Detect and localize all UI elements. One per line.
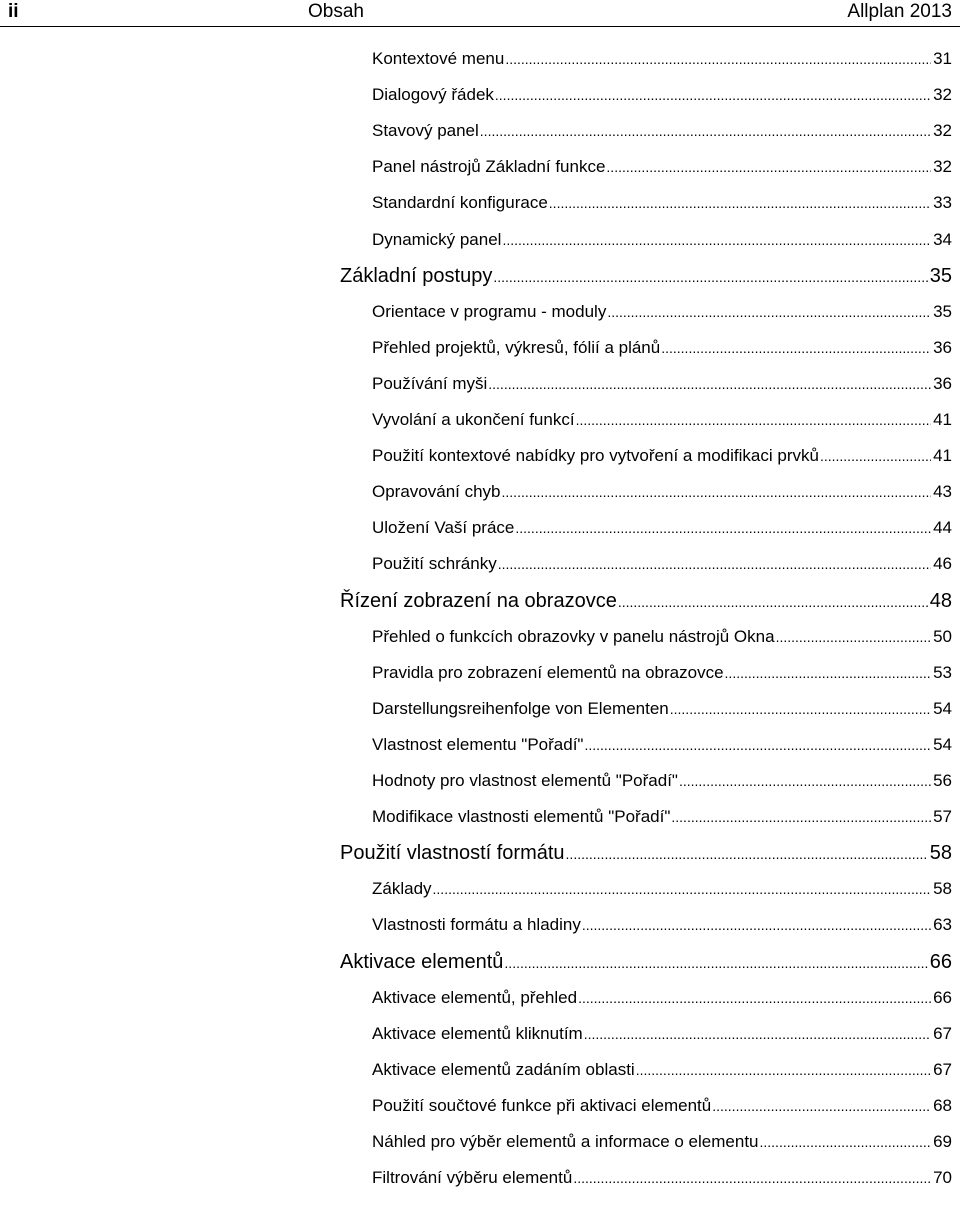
toc-entry-page: 46 [933,554,952,574]
toc-entry-title: Náhled pro výběr elementů a informace o elementu [372,1132,759,1151]
toc-entry[interactable] [372,229,952,251]
toc-entry[interactable] [372,1131,952,1153]
toc-entry-page: 50 [933,626,952,646]
toc-entry-page: 34 [933,229,952,249]
dot-leader [582,914,931,936]
dot-leader [661,337,931,359]
toc-entry-page: 32 [933,85,952,105]
dot-leader [488,373,931,395]
toc-entry[interactable] [372,806,952,828]
dot-leader [760,1131,932,1153]
toc-entry-page: 35 [929,264,952,287]
toc-entry[interactable] [372,662,952,684]
toc-entry-title: Opravování chyb [372,482,501,502]
dot-leader [493,264,927,289]
toc-entry-page: 53 [933,662,952,682]
toc-entry-title: Řízení zobrazení na obrazovce [340,589,617,612]
toc-entry-page: 48 [929,589,952,612]
toc-entry-title: Dynamický panel [372,229,502,249]
toc-entry-title: Uložení Vaší práce [372,518,515,538]
dot-leader [679,770,931,792]
toc-entry-page: 70 [933,1168,952,1188]
toc-entry-page: 68 [933,1095,952,1115]
toc-entry-page: 66 [933,987,952,1007]
toc-entry-title: Použití schránky [372,554,497,574]
toc-entry[interactable] [372,517,952,539]
toc-entry-page: 58 [929,842,952,865]
dot-leader [712,1095,931,1117]
dot-leader [618,589,928,614]
toc-entry-page: 56 [933,771,952,790]
toc-entry-title: Kontextové menu [372,49,505,68]
toc-entry[interactable] [372,770,952,792]
toc-entry-title: Používání myši [372,373,488,393]
toc-entry[interactable] [372,1167,952,1189]
toc-entry-page: 63 [933,915,952,935]
toc-entry-title: Hodnoty pro vlastnost elementů "Pořadí" [372,771,678,790]
toc-entry[interactable] [372,120,952,142]
toc-entry-title: Pravidla pro zobrazení elementů na obrazovce [372,662,724,682]
dot-leader [670,698,931,720]
toc-entry-title: Aktivace elementů [340,950,504,973]
toc-entry[interactable] [372,1095,952,1117]
page-header [0,0,960,27]
toc-entry[interactable] [372,156,952,178]
toc-entry[interactable] [372,48,952,70]
dot-leader [502,481,932,503]
toc-entry-page: 41 [933,410,952,429]
toc-entry-title: Základní postupy [340,264,493,287]
toc-entry-title: Základy [372,879,432,899]
dot-leader [566,841,928,866]
dot-leader [495,84,931,106]
toc-chapter[interactable] [340,264,952,289]
toc-entry-title: Přehled projektů, výkresů, fólií a plánů [372,337,661,357]
toc-entry-page: 43 [933,482,952,502]
toc-entry[interactable] [372,878,952,900]
toc-entry[interactable] [372,409,952,431]
dot-leader [578,987,931,1009]
toc-entry-page: 58 [933,879,952,899]
toc-entry-page: 69 [933,1132,952,1151]
dot-leader [480,120,931,142]
toc-entry-title: Stavový panel [372,121,479,141]
dot-leader [776,626,932,648]
dot-leader [584,1023,931,1045]
toc-entry-page: 66 [929,950,952,973]
toc-entry-title: Aktivace elementů kliknutím [372,1023,583,1043]
toc-entry[interactable] [372,987,952,1009]
toc-entry[interactable] [372,553,952,575]
toc-entry-page: 32 [933,157,952,177]
toc-entry[interactable] [372,337,952,359]
toc-chapter[interactable] [340,841,952,866]
product-name: Allplan 2013 [847,1,952,22]
toc-entry[interactable] [372,301,952,323]
toc-entry[interactable] [372,1059,952,1081]
dot-leader [515,517,931,539]
toc-entry-title: Orientace v programu - moduly [372,301,607,321]
toc-entry[interactable] [372,445,952,467]
toc-entry-page: 33 [933,193,952,213]
toc-entry-title: Standardní konfigurace [372,193,548,213]
toc-entry-title: Vlastnosti formátu a hladiny [372,915,581,935]
toc-entry-title: Použití vlastností formátu [340,842,565,865]
dot-leader [498,553,931,575]
dot-leader [505,48,931,70]
toc-entry-title: Filtrování výběru elementů [372,1168,573,1188]
toc-entry-title: Dialogový řádek [372,85,494,105]
toc-entry[interactable] [372,626,952,648]
dot-leader [820,445,931,467]
toc-entry-page: 67 [933,1023,952,1043]
dot-leader [607,301,931,323]
toc-entry-title: Modifikace vlastnosti elementů "Pořadí" [372,807,671,827]
toc-entry-page: 36 [933,337,952,357]
dot-leader [606,156,931,178]
section-title: Obsah [308,1,364,22]
toc-entry-title: Použití součtové funkce při aktivaci elementů [372,1095,712,1115]
toc-entry-page: 31 [933,49,952,68]
toc-entry-page: 35 [933,301,952,321]
toc-entry-page: 44 [933,518,952,538]
dot-leader [725,662,932,684]
toc-entry-title: Použití kontextové nabídky pro vytvoření a modifikaci prvků [372,446,819,466]
toc-entry-title: Přehled o funkcích obrazovky v panelu nástrojů Okna [372,626,775,646]
toc-entry-title: Darstellungsreihenfolge von Elementen [372,698,669,718]
dot-leader [502,229,931,251]
toc-entry[interactable] [372,481,952,503]
toc-entry-title: Aktivace elementů, přehled [372,987,578,1007]
toc-chapter[interactable] [340,950,952,975]
toc-entry-page: 54 [933,698,952,718]
toc-entry[interactable] [372,698,952,720]
toc-entry-title: Vyvolání a ukončení funkcí [372,410,575,429]
toc-entry-page: 32 [933,121,952,141]
toc-entry-title: Aktivace elementů zadáním oblasti [372,1059,635,1079]
dot-leader [671,806,931,828]
toc-entry[interactable] [372,84,952,106]
toc-entry[interactable] [372,914,952,936]
dot-leader [584,734,931,756]
toc-entry-title: Vlastnost elementu "Pořadí" [372,734,584,754]
toc-entry[interactable] [372,192,952,214]
dot-leader [433,878,932,900]
toc-entry[interactable] [372,1023,952,1045]
toc-chapter[interactable] [340,589,952,614]
dot-leader [504,950,927,975]
page-number: ii [8,1,19,22]
toc-entry-page: 36 [933,373,952,393]
dot-leader [573,1167,931,1189]
toc-entry-page: 54 [933,734,952,754]
dot-leader [549,192,931,214]
toc-entry[interactable] [372,373,952,395]
toc-entry-page: 41 [933,446,952,466]
dot-leader [636,1059,931,1081]
dot-leader [576,409,932,431]
toc-entry-page: 67 [933,1059,952,1079]
toc-entry-page: 57 [933,807,952,827]
toc-entry-title: Panel nástrojů Základní funkce [372,157,606,177]
toc-entry[interactable] [372,734,952,756]
